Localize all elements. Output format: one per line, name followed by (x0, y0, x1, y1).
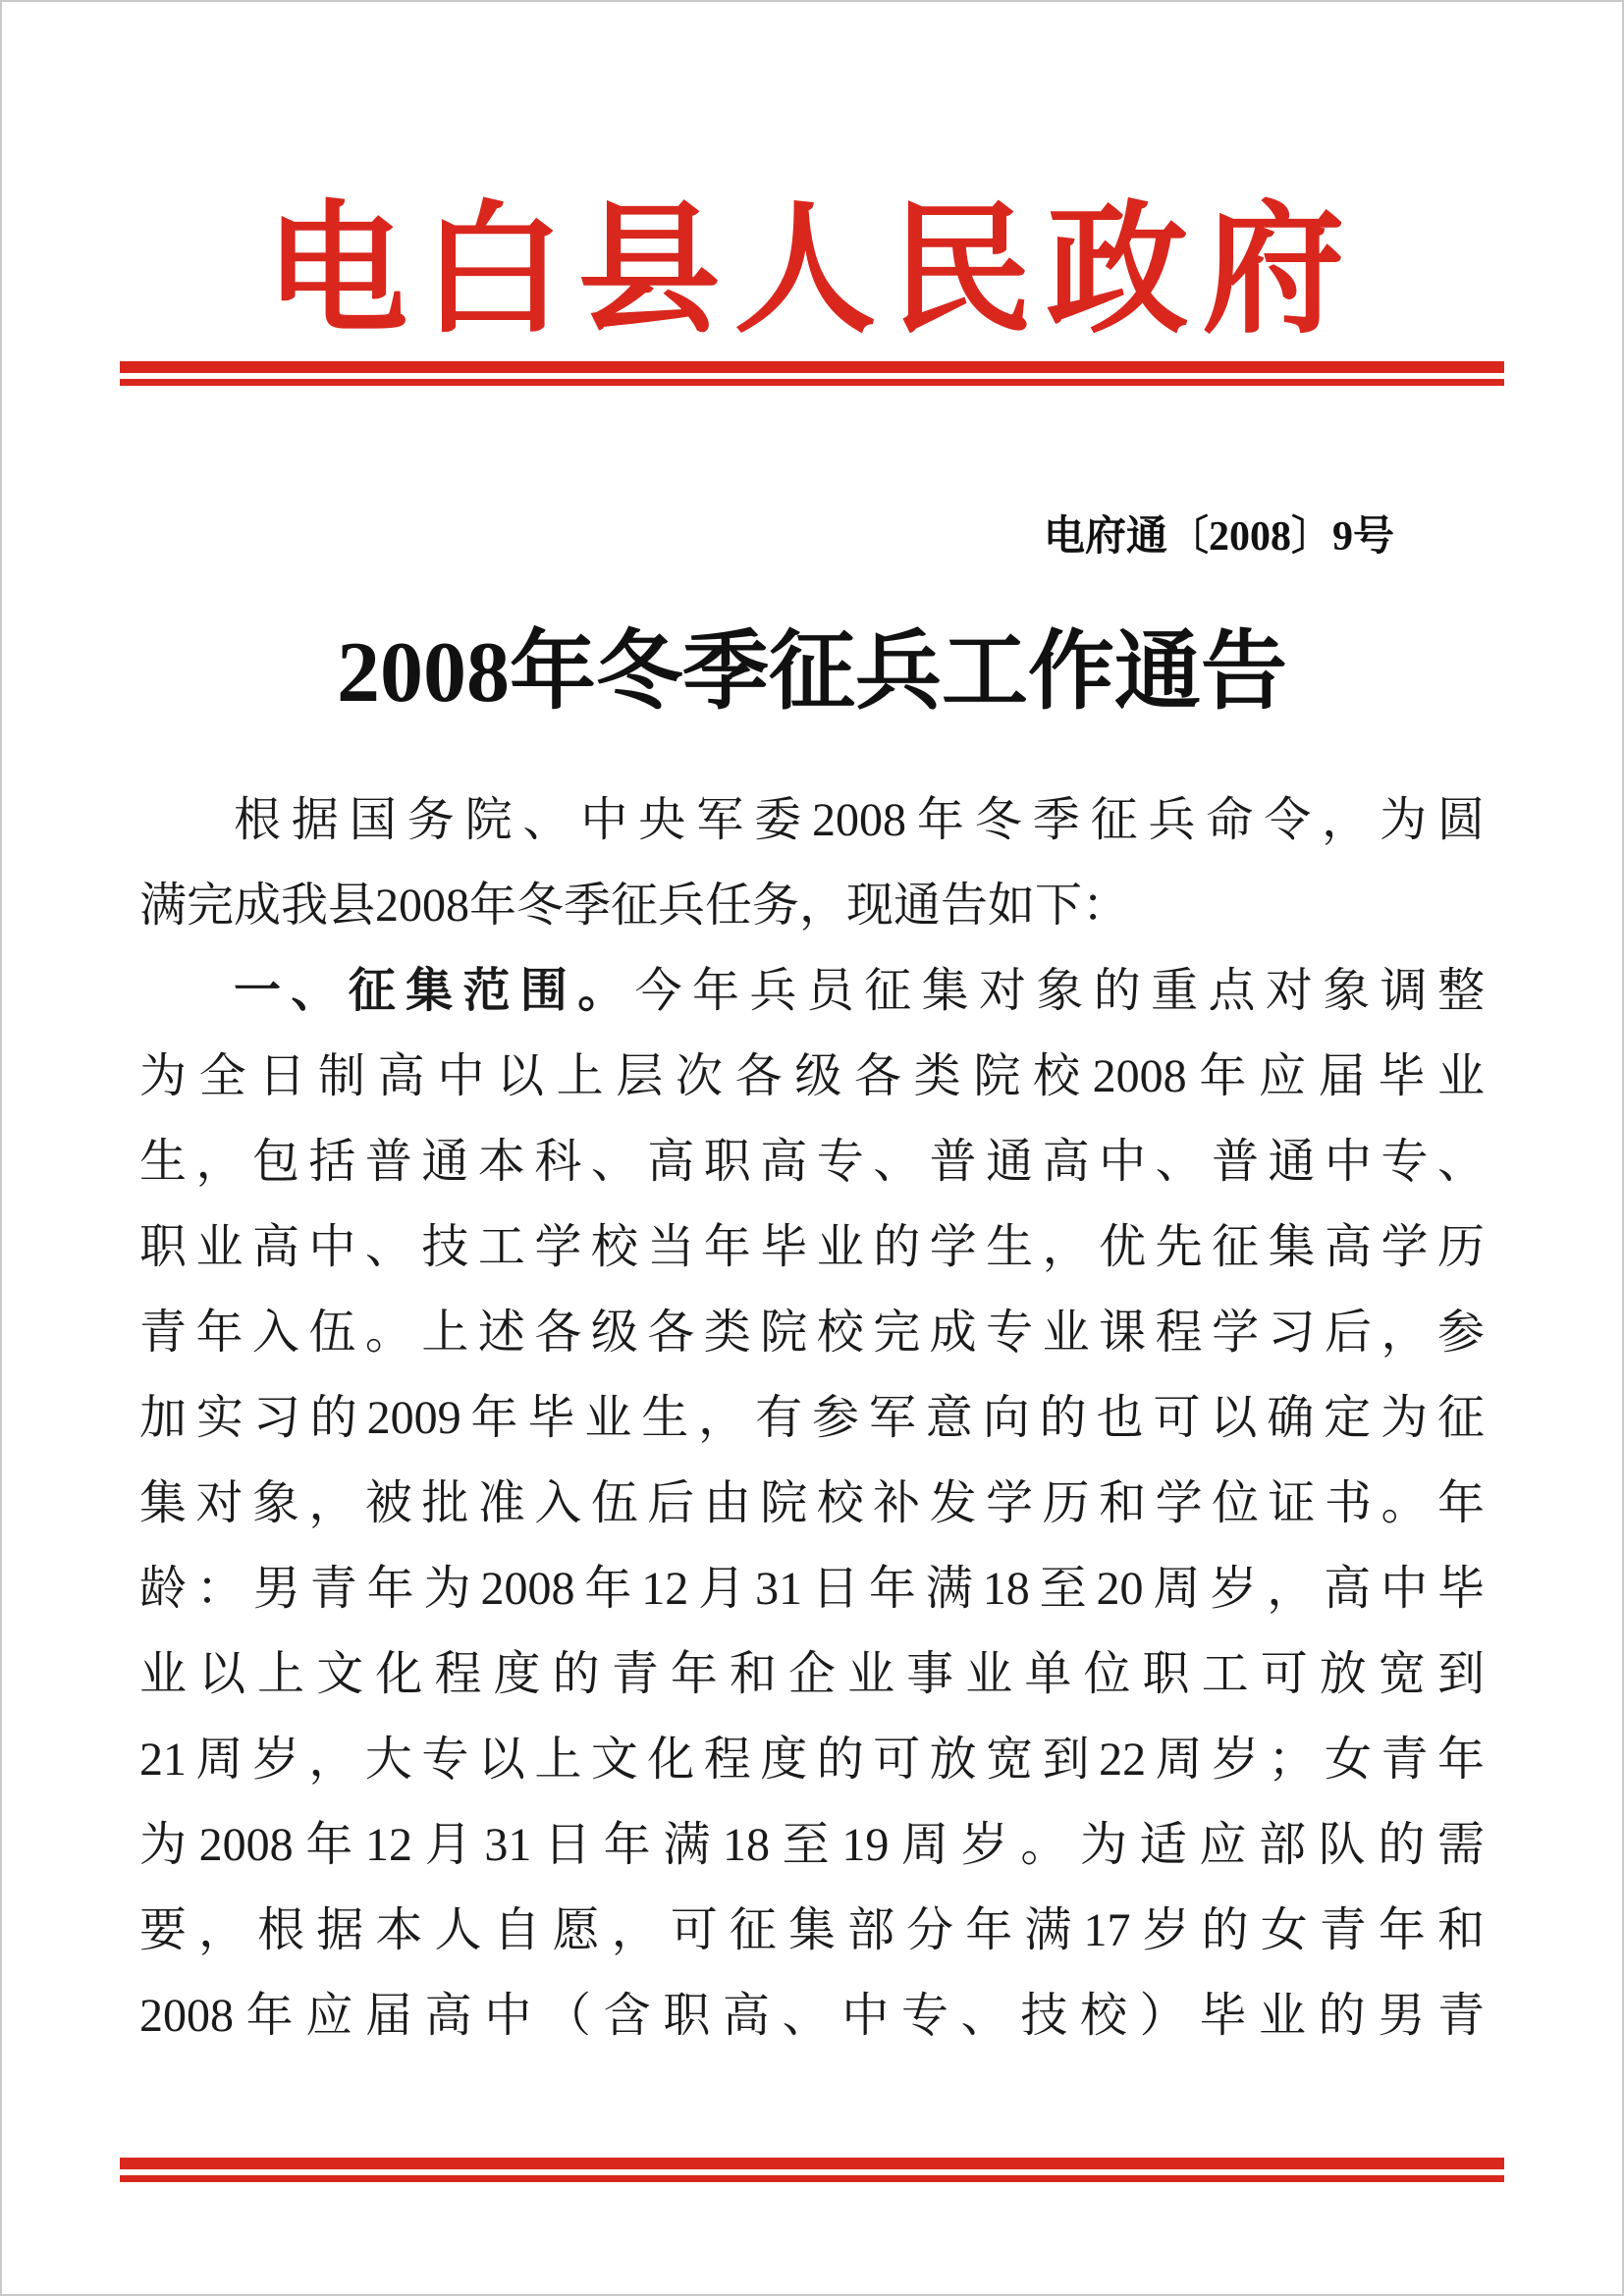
body-line (139, 1034, 1485, 1119)
body-line (139, 1888, 1485, 1973)
body-text-segment: 为全日制高中以上层次各级各类院校2008年应届毕业 (139, 1050, 1485, 1102)
body-line (139, 1119, 1485, 1204)
header-rule-thick (120, 361, 1504, 373)
body-line (139, 1631, 1485, 1717)
body-text-segment: 集对象，被批准入伍后由院校补发学历和学位证书。年 (139, 1477, 1485, 1529)
body-text-segment: 根据国务院、中央军委2008年冬季征兵命令，为圆 (234, 794, 1485, 846)
body-text-segment: 龄：男青年为2008年12月31日年满18至20周岁，高中毕 (139, 1563, 1485, 1615)
body-line (139, 1717, 1485, 1802)
body-text-segment: 生，包括普通本科、高职高专、普通高中、普通中专、 (139, 1136, 1485, 1188)
body-line (139, 1546, 1485, 1631)
body-text-segment: 21周岁，大专以上文化程度的可放宽到22周岁；女青年 (139, 1734, 1485, 1786)
document-number: 电府通〔2008〕9号 (1043, 514, 1394, 560)
body-text-segment: 2008年应届高中（含职高、中专、技校）毕业的男青 (139, 1990, 1485, 2042)
body-text-segment: 满完成我县2008年冬季征兵任务，现通告如下： (139, 880, 1130, 932)
document-body (2, 777, 1622, 2058)
footer-rule-thick (120, 2158, 1504, 2169)
body-line (139, 777, 1485, 863)
footer-rule-thin (120, 2175, 1504, 2182)
body-text-segment: 今年兵员征集对象的重点对象调整 (634, 965, 1485, 1017)
body-line (139, 1461, 1485, 1546)
header-divider (120, 361, 1504, 386)
body-text-segment: 业以上文化程度的青年和企业事业单位职工可放宽到 (139, 1648, 1485, 1700)
footer-divider (120, 2158, 1504, 2182)
body-text-segment: 职业高中、技工学校当年毕业的学生，优先征集高学历 (139, 1221, 1485, 1273)
body-text-segment: 为2008年12月31日年满18至19周岁。为适应部队的需 (139, 1819, 1485, 1871)
body-text-segment-bold: 一、征集范围。 (234, 965, 635, 1017)
body-line (139, 1375, 1485, 1461)
body-text-segment: 青年入伍。上述各级各类院校完成专业课程学习后，参 (139, 1307, 1485, 1359)
header-rule-thin (120, 379, 1504, 386)
body-text-segment: 要，根据本人自愿，可征集部分年满17岁的女青年和 (139, 1904, 1485, 1956)
body-line (139, 1802, 1485, 1888)
notice-title: 2008年冬季征兵工作通告 (336, 625, 1287, 721)
body-line (139, 1204, 1485, 1290)
body-text-segment: 加实习的2009年毕业生，有参军意向的也可以确定为征 (139, 1392, 1485, 1444)
government-header-title: 电白县人民政府 (265, 193, 1359, 350)
body-line (139, 1290, 1485, 1375)
body-line (139, 863, 1485, 948)
body-line (139, 1973, 1485, 2058)
body-line (139, 948, 1485, 1034)
